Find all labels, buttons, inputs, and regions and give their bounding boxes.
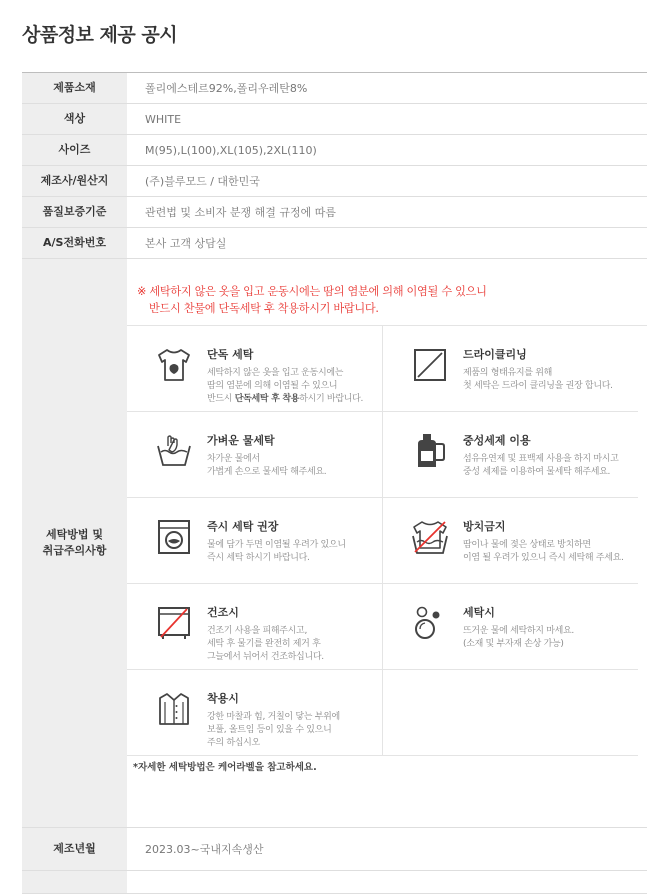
wearing-shirt-icon xyxy=(155,690,193,728)
care-warning xyxy=(137,283,487,317)
row-value: 폴리에스테르92%,폴리우레탄8% xyxy=(145,82,308,95)
care-item-desc xyxy=(207,367,363,406)
care-item xyxy=(127,326,383,412)
care-item-desc xyxy=(207,453,326,479)
care-warning-line1: ※ 세탁하지 않은 옷을 입고 운동시에는 땀의 염분에 의해 이염될 수 있으니 xyxy=(137,285,487,298)
neutral-detergent-icon xyxy=(411,432,449,470)
empty-cell xyxy=(383,670,638,756)
care-item xyxy=(127,584,383,670)
care-item-title: 즉시 세탁 권장 xyxy=(207,520,279,533)
hand-wash-icon xyxy=(155,432,193,470)
washing-bubbles-icon xyxy=(411,604,449,642)
row-value: 본사 고객 상담실 xyxy=(145,237,227,250)
care-item-title: 세탁시 xyxy=(463,606,495,619)
care-item-line: 그늘에서 뉘어서 건조하십니다. xyxy=(207,652,324,662)
care-item-line: 첫 세탁은 드라이 클리닝을 권장 합니다. xyxy=(463,381,613,391)
care-item-line: (소재 및 부자재 손상 가능) xyxy=(463,639,564,649)
no-soaking-icon xyxy=(411,518,449,556)
table-row-empty xyxy=(22,871,647,894)
care-content xyxy=(127,259,647,827)
care-instructions-row xyxy=(22,259,647,828)
care-item-line: 차가운 물에서 xyxy=(207,454,260,464)
table-row xyxy=(22,135,647,166)
row-label: 제조년월 xyxy=(22,828,127,870)
care-warning-line2: 반드시 찬물에 단독세탁 후 착용하시기 바랍니다. xyxy=(149,302,379,315)
row-label: A/S전화번호 xyxy=(22,228,127,258)
row-value: (주)블루모드 / 대한민국 xyxy=(145,175,260,188)
care-item-title: 방치금지 xyxy=(463,520,506,533)
care-item xyxy=(127,498,383,584)
care-label-line2: 취급주의사항 xyxy=(42,544,107,557)
care-item-title: 단독 세탁 xyxy=(207,348,254,361)
row-label-empty xyxy=(22,871,127,893)
care-item-line: 제품의 형태유지를 위해 xyxy=(463,368,553,378)
care-item-desc xyxy=(463,625,574,651)
care-item-desc xyxy=(463,539,624,565)
care-item-line: 강한 마찰과 힘, 거칠이 닿는 부위에 xyxy=(207,712,340,722)
care-item-title: 드라이클리닝 xyxy=(463,348,527,361)
care-item-line: 뜨거운 물에 세탁하지 마세요. xyxy=(463,626,574,636)
care-item-title: 가벼운 물세탁 xyxy=(207,434,275,447)
table-row xyxy=(22,197,647,228)
care-label-line1: 세탁방법 및 xyxy=(46,528,103,541)
care-item-bold-text: 단독세탁 후 착용 xyxy=(234,394,300,404)
care-item-line xyxy=(207,393,363,406)
care-item-title: 착용시 xyxy=(207,692,239,705)
care-item-line: 보풀, 올트임 등이 있을 수 있으니 xyxy=(207,725,332,735)
care-grid xyxy=(127,325,647,756)
table-row xyxy=(22,104,647,135)
row-label: 사이즈 xyxy=(22,135,127,165)
care-item xyxy=(127,670,383,756)
care-item-title: 건조시 xyxy=(207,606,239,619)
care-item xyxy=(383,326,638,412)
care-note: *자세한 세탁방법은 케어라벨을 참고하세요. xyxy=(133,762,317,773)
table-row xyxy=(22,228,647,259)
care-item-desc xyxy=(207,539,346,565)
row-label: 제조사/원산지 xyxy=(22,166,127,196)
row-value: 관련법 및 소비자 분쟁 해결 규정에 따름 xyxy=(145,206,336,219)
care-item-line: 즉시 세탁 하시기 바랍니다. xyxy=(207,553,310,563)
table-row xyxy=(22,166,647,197)
care-item-line: 세탁하지 않은 옷을 입고 운동시에는 xyxy=(207,368,344,378)
care-item-line: 가볍게 손으로 물세탁 해주세요. xyxy=(207,467,327,477)
row-label: 품질보증기준 xyxy=(22,197,127,227)
care-item-title: 중성세제 이용 xyxy=(463,434,531,447)
table-row xyxy=(22,73,647,104)
care-item-desc xyxy=(207,625,324,664)
dry-clean-icon xyxy=(411,346,449,384)
care-item-line: 섬유유연제 및 표백제 사용을 하지 마시고 xyxy=(463,454,619,464)
care-item-line: 물에 담가 두면 이염될 우려가 있으니 xyxy=(207,540,346,550)
care-item-line: 주의 하십시오 xyxy=(207,738,260,748)
care-item-text: 하시기 바랍니다. xyxy=(299,394,364,404)
care-item-desc xyxy=(463,453,619,479)
row-value-empty xyxy=(127,871,647,893)
care-label xyxy=(22,259,127,827)
product-info-table xyxy=(22,72,647,894)
row-value: M(95),L(100),XL(105),2XL(110) xyxy=(145,143,317,157)
care-item-desc xyxy=(207,711,340,750)
care-item-line: 이염 될 우려가 있으니 즉시 세탁해 주세요. xyxy=(463,553,624,563)
care-item xyxy=(127,412,383,498)
row-label: 제품소재 xyxy=(22,73,127,103)
row-label: 색상 xyxy=(22,104,127,134)
row-value: WHITE xyxy=(145,112,182,126)
single-wash-shirt-icon xyxy=(155,346,193,384)
table-row xyxy=(22,828,647,871)
row-value: 2023.03~국내지속생산 xyxy=(145,843,264,856)
care-item-line: 땀의 염분에 의해 이염될 수 있으니 xyxy=(207,381,338,391)
care-item-line: 건조기 사용을 피해주시고, xyxy=(207,626,308,636)
washing-machine-icon xyxy=(155,518,193,556)
care-item xyxy=(383,412,638,498)
care-item-line: 중성 세제를 이용하여 물세탁 해주세요. xyxy=(463,467,611,477)
care-item-line: 세탁 후 물기를 완전히 제거 후 xyxy=(207,639,321,649)
care-item-line: 땀이나 물에 젖은 상태로 방치하면 xyxy=(463,540,591,550)
no-tumble-dry-icon xyxy=(155,604,193,642)
care-item xyxy=(383,584,638,670)
page-title: 상품정보 제공 공시 xyxy=(22,24,178,46)
care-item-desc xyxy=(463,367,613,393)
care-item-text: 반드시 xyxy=(207,394,235,404)
care-item xyxy=(383,498,638,584)
